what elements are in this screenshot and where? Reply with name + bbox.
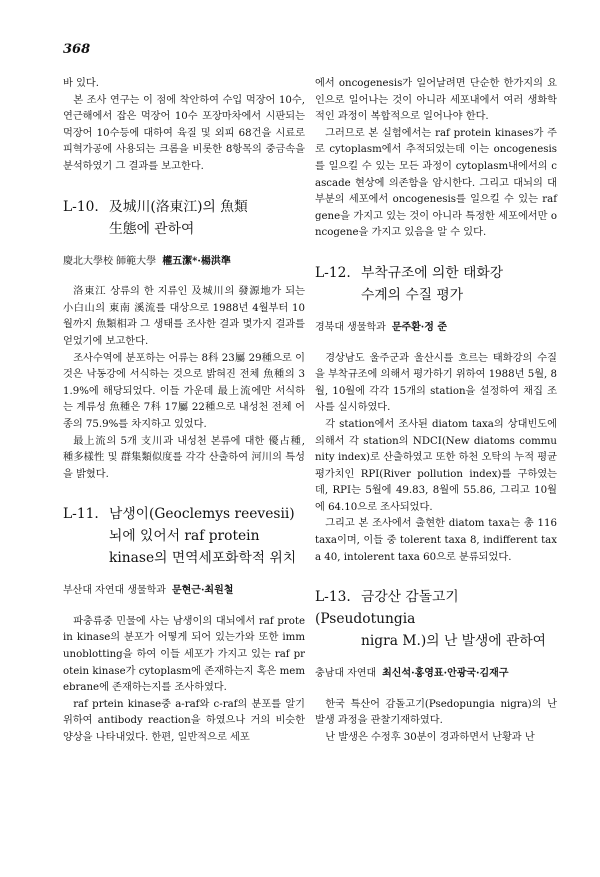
- paragraph: 그러므로 본 실험에서는 raf protein kinases가 주로 cytoplasm에서 추적되었는데 이는 oncogenesis를 일으킬 수 있는 모든 과정이 cytoplasm내에서의 cascade 현상에 의존함을 암시한다. 그리고 대뇌의 대부분의 세포에서 oncogenesis를 일으킬 수 있는 raf gene을 가지고 있는 것이 아니라 특정한 세포에서만 oncogene을 가지고 있음을 알 수 있다.: [315, 127, 557, 239]
- affiliation: 慶北大學校 師範大學: [63, 255, 157, 267]
- section-heading-l13: [315, 586, 557, 652]
- author-line: [315, 666, 557, 683]
- paragraph: 最上流의 5개 支川과 내성천 본류에 대한 優占種, 種多樣性 및 群集類似度를 각각 산출하여 河川의 특성을 밝혔다.: [63, 435, 305, 480]
- paragraph: 그리고 본 조사에서 출현한 diatom taxa는 총 116taxa이며, 이들 중 tolerent taxa 8, indifferent taxa 40, intolerent taxa 60으로 분류되었다.: [315, 518, 557, 563]
- section-title-line: 부착규조에 의한 태화강: [361, 264, 504, 281]
- section-title-line: 及城川(洛東江)의 魚類: [109, 198, 248, 215]
- authors: 權五潔*·楊洪準: [162, 255, 231, 267]
- left-column: [63, 76, 305, 747]
- authors: 문주환·정 준: [391, 321, 448, 333]
- affiliation: 경북대 생물학과: [315, 321, 386, 333]
- author-line: [315, 320, 557, 337]
- paragraph: 본 조사 연구는 이 점에 착안하여 수입 먹장어 10수, 연근해에서 잡은 먹장어 10수 포장마차에서 시판되는 먹장어 10수등에 대하여 육질 및 외피 68건을 시료로 피혁가공에 사용되는 크롬을 비롯한 8항목의 중금속을 분석하였기 그 결과를 보고한다.: [63, 94, 305, 172]
- paragraph: 난 발생은 수정후 30분이 경과하면서 난황과 난: [325, 732, 535, 744]
- author-line: [63, 254, 305, 271]
- section-heading-l12: [315, 262, 557, 306]
- paragraph: 바 있다.: [63, 78, 99, 89]
- right-column: [315, 76, 557, 747]
- paragraph: 파충류중 민물에 사는 남생이의 대뇌에서 raf protein kinase의 분포가 어떻게 되어 있는가와 또한 immunoblotting을 하여 이들 세포가 가지고 있는 raf protein kinase가 cytoplasm에 존재하는지 혹은 memebrane에 존재하는지를 조사하였다.: [63, 615, 305, 694]
- authors: 최신석·홍영표·안광국·김재구: [382, 668, 509, 680]
- section-title-line: kinase의 면역세포화학적 위치: [109, 550, 297, 567]
- section-title-line: 금강산 감돌고기(Pseudotungia: [315, 589, 459, 628]
- section-number: L-12.: [315, 264, 351, 281]
- section-number: L-11.: [63, 506, 99, 523]
- section-title-line: 뇌에 있어서 raf protein: [109, 528, 260, 545]
- section-title-line: 生態에 관하여: [109, 220, 195, 237]
- affiliation: 부산대 자연대 생물학과: [63, 585, 166, 597]
- section-number: L-10.: [63, 198, 99, 215]
- authors: 문현근·최원철: [171, 585, 234, 597]
- page-number: 368: [63, 42, 91, 57]
- paragraph: 洛東江 상류의 한 지류인 及城川의 發源地가 되는 小白山의 東南 溪流를 대상으로 1988년 4월부터 10월까지 魚類相과 그 생태를 조사한 결과 몇가지 결과를 얻었기에 보고한다.: [63, 286, 305, 347]
- author-line: [63, 583, 305, 600]
- section-title-line: 수계의 수질 평가: [361, 286, 464, 303]
- paragraph: 한국 특산어 감돌고기(Psedopungia nigra)의 난 발생 과정을 관찰기재하였다.: [315, 698, 557, 727]
- section-heading-l11: [63, 503, 305, 569]
- paragraph: 조사수역에 분포하는 어류는 8科 23屬 29種으로 이것은 낙동강에 서식하는 것으로 밝혀진 전체 魚種의 31.9%에 해당되었다. 이들 가운데 最上流에만 서식하는 계류성 魚種은 7科 17屬 22種으로 내성천 전체 어종의 75.9%를 차지하고 있었다.: [63, 352, 305, 430]
- paragraph: 경상남도 울주군과 울산시를 흐르는 태화강의 수질을 부착규조에 의해서 평가하기 위하여 1988년 5월, 8월, 10월에 각각 15개의 station을 설정하여 채집 조사를 실시하였다.: [315, 352, 557, 414]
- paragraph: 각 station에서 조사된 diatom taxa의 상대빈도에 의해서 각 station의 NDCI(New diatoms community index)로 산출하였고 또한 하천 오탁의 누적 평균 평가치인 RPI(River pollution index)를 구하였는데, RPI는 5월에 49.83, 8월에 55.86, 그리고 10월에 64.10으로 조사되었다.: [315, 418, 557, 513]
- section-title-line: 남생이(Geoclemys reevesii): [109, 506, 295, 523]
- affiliation: 충남대 자연대: [315, 668, 377, 680]
- section-heading-l10: [63, 196, 305, 240]
- section-number: L-13.: [315, 589, 351, 606]
- section-title-line: nigra M.)의 난 발생에 관하여: [361, 633, 547, 650]
- paragraph: 에서 oncogenesis가 일어날려면 단순한 한가지의 요인으로 일어나는 것이 아니라 세포내에서 여러 생화학적인 과정이 복합적으로 일어나야 한다.: [315, 78, 557, 123]
- paragraph: raf prtein kinase중 a-raf와 c-raf의 분포를 알기 위하여 antibody reaction을 하였으나 거의 비슷한 양상을 나타내었다. 한편, 일반적으로 세포: [63, 698, 305, 744]
